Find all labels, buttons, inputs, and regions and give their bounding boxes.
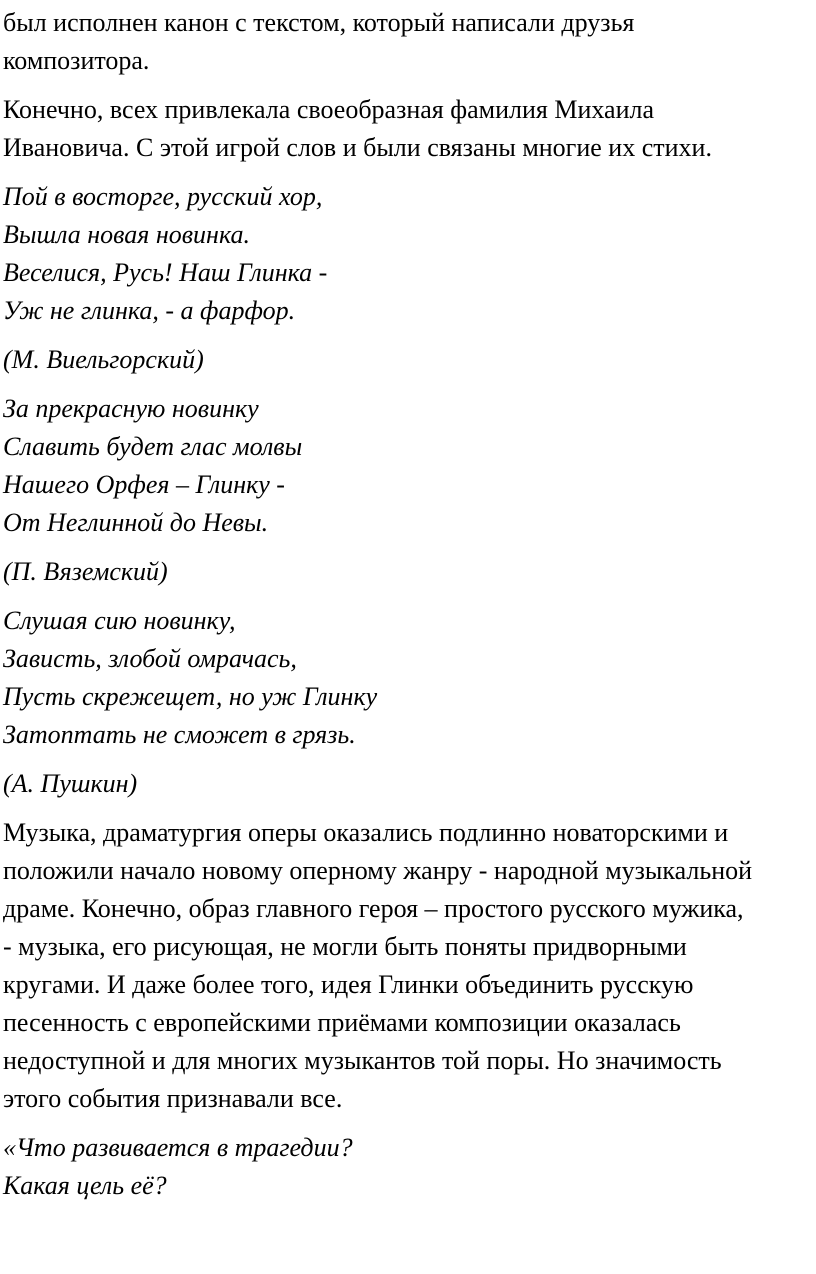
text-line: драме. Конечно, образ главного героя – простого русского мужика, [3,894,744,923]
text-line: песенность с европейскими приёмами композиции оказалась [3,1008,681,1037]
paragraph-surname [3,91,808,167]
text-line: Музыка, драматургия оперы оказались подлинно новаторскими и [3,818,729,847]
quote-line: Какая цель её? [3,1171,167,1200]
poem-line: Веселися, Русь! Наш Глинка - [3,258,328,287]
poem-line: За прекрасную новинку [3,394,259,423]
text-line: был исполнен канон с текстом, который написали друзья [3,8,635,37]
author-line: (М. Виельгорский) [3,345,204,374]
poem-line: Слушая сию новинку, [3,606,236,635]
poem-line: Славить будет глас молвы [3,432,303,461]
text-line: положили начало новому оперному жанру - народной музыкальной [3,856,753,885]
quote-line: «Что развивается в трагедии? [3,1133,353,1162]
poem-line: Уж не глинка, - а фарфор. [3,296,296,325]
poem-line: Пой в восторге, русский хор, [3,182,323,211]
poem-vyazemsky [3,390,808,542]
text-line: Конечно, всех привлекала своеобразная фамилия Михаила [3,95,655,124]
poem-line: Зависть, злобой омрачась, [3,644,297,673]
author-line: (П. Вяземский) [3,557,168,586]
poem-author-vielgorsky [3,341,808,379]
quote-tragedy [3,1129,808,1205]
poem-vielgorsky [3,178,808,330]
text-line: Ивановича. С этой игрой слов и были связаны многие их стихи. [3,133,712,162]
text-line: композитора. [3,46,150,75]
poem-author-vyazemsky [3,553,808,591]
poem-pushkin [3,602,808,754]
text-line: этого события признавали все. [3,1084,343,1113]
text-line: кругами. И даже более того, идея Глинки объединить русскую [3,970,694,999]
poem-line: Вышла новая новинка. [3,220,250,249]
poem-line: От Неглинной до Невы. [3,508,269,537]
text-line: недоступной и для многих музыкантов той поры. Но значимость [3,1046,722,1075]
text-line: - музыка, его рисующая, не могли быть поняты придворными [3,932,687,961]
author-line: (А. Пушкин) [3,769,138,798]
paragraph-opera [3,814,808,1118]
poem-line: Пусть скрежещет, но уж Глинку [3,682,378,711]
poem-line: Затоптать не сможет в грязь. [3,720,356,749]
poem-line: Нашего Орфея – Глинку - [3,470,285,499]
poem-author-pushkin [3,765,808,803]
paragraph-canon [3,4,808,80]
